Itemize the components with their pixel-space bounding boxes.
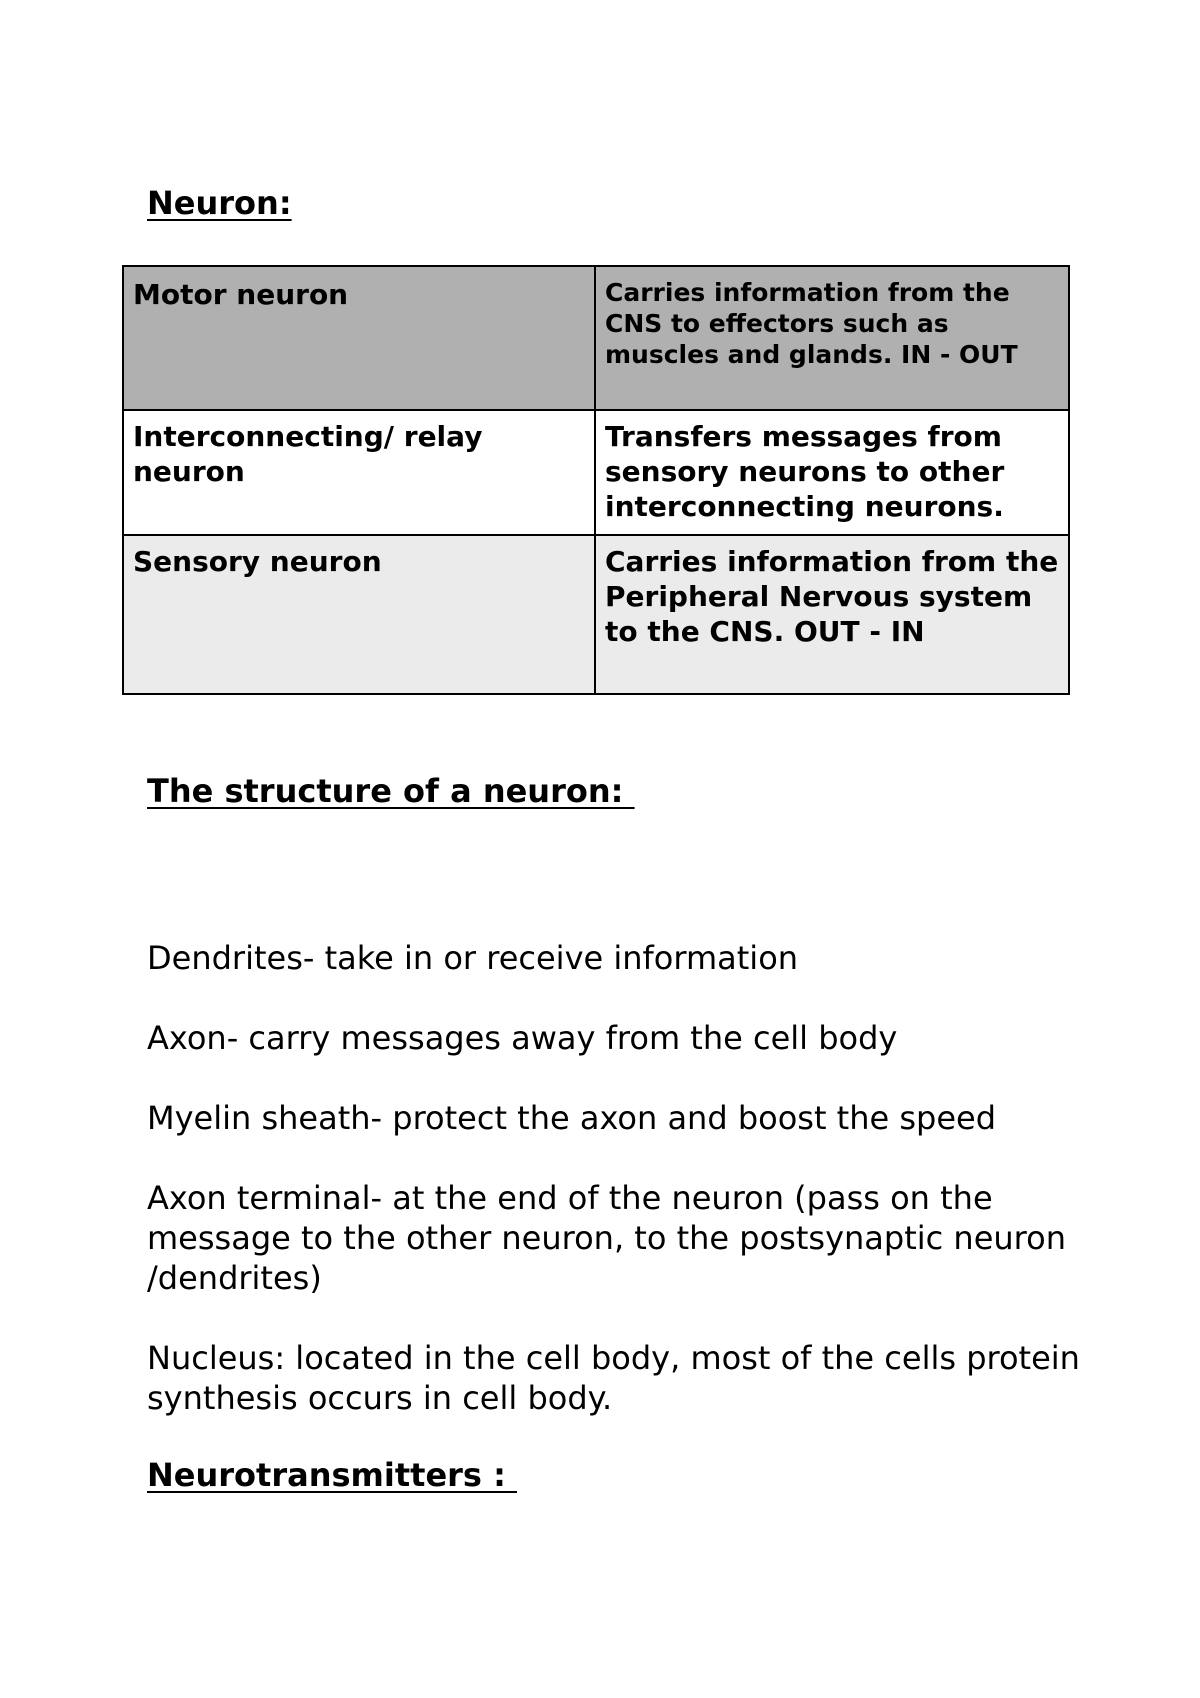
paragraph-dendrites: Dendrites- take in or receive information — [147, 939, 799, 977]
table-row-motor-neuron — [123, 266, 1069, 410]
paragraph-myelin-sheath: Myelin sheath- protect the axon and boost the speed — [147, 1099, 997, 1137]
paragraph-axon-terminal: Axon terminal- at the end of the neuron (pass on the message to the other neuron, to the postsynaptic neuron /dendrites) — [147, 1179, 1066, 1297]
table-cell-neuron-description: Carries information from the CNS to effectors such as muscles and glands. IN - OUT — [595, 266, 1069, 410]
heading-structure-of-neuron: The structure of a neuron: — [147, 772, 635, 810]
paragraph-nucleus: Nucleus: located in the cell body, most of the cells protein synthesis occurs in cell body. — [147, 1339, 1080, 1417]
table-row-interconnecting-neuron — [123, 410, 1069, 535]
heading-neuron: Neuron: — [147, 184, 292, 222]
heading-neurotransmitters: Neurotransmitters : — [147, 1456, 518, 1494]
table-cell-neuron-name: Motor neuron — [123, 266, 595, 410]
table-cell-neuron-name: Sensory neuron — [123, 535, 595, 694]
neuron-types-table — [122, 265, 1070, 695]
table-cell-neuron-description: Transfers messages from sensory neurons to other interconnecting neurons. — [595, 410, 1069, 535]
table-cell-neuron-description: Carries information from the Peripheral Nervous system to the CNS. OUT - IN — [595, 535, 1069, 694]
table-row-sensory-neuron — [123, 535, 1069, 694]
table-cell-neuron-name: Interconnecting/ relay neuron — [123, 410, 595, 535]
paragraph-axon: Axon- carry messages away from the cell body — [147, 1019, 898, 1057]
